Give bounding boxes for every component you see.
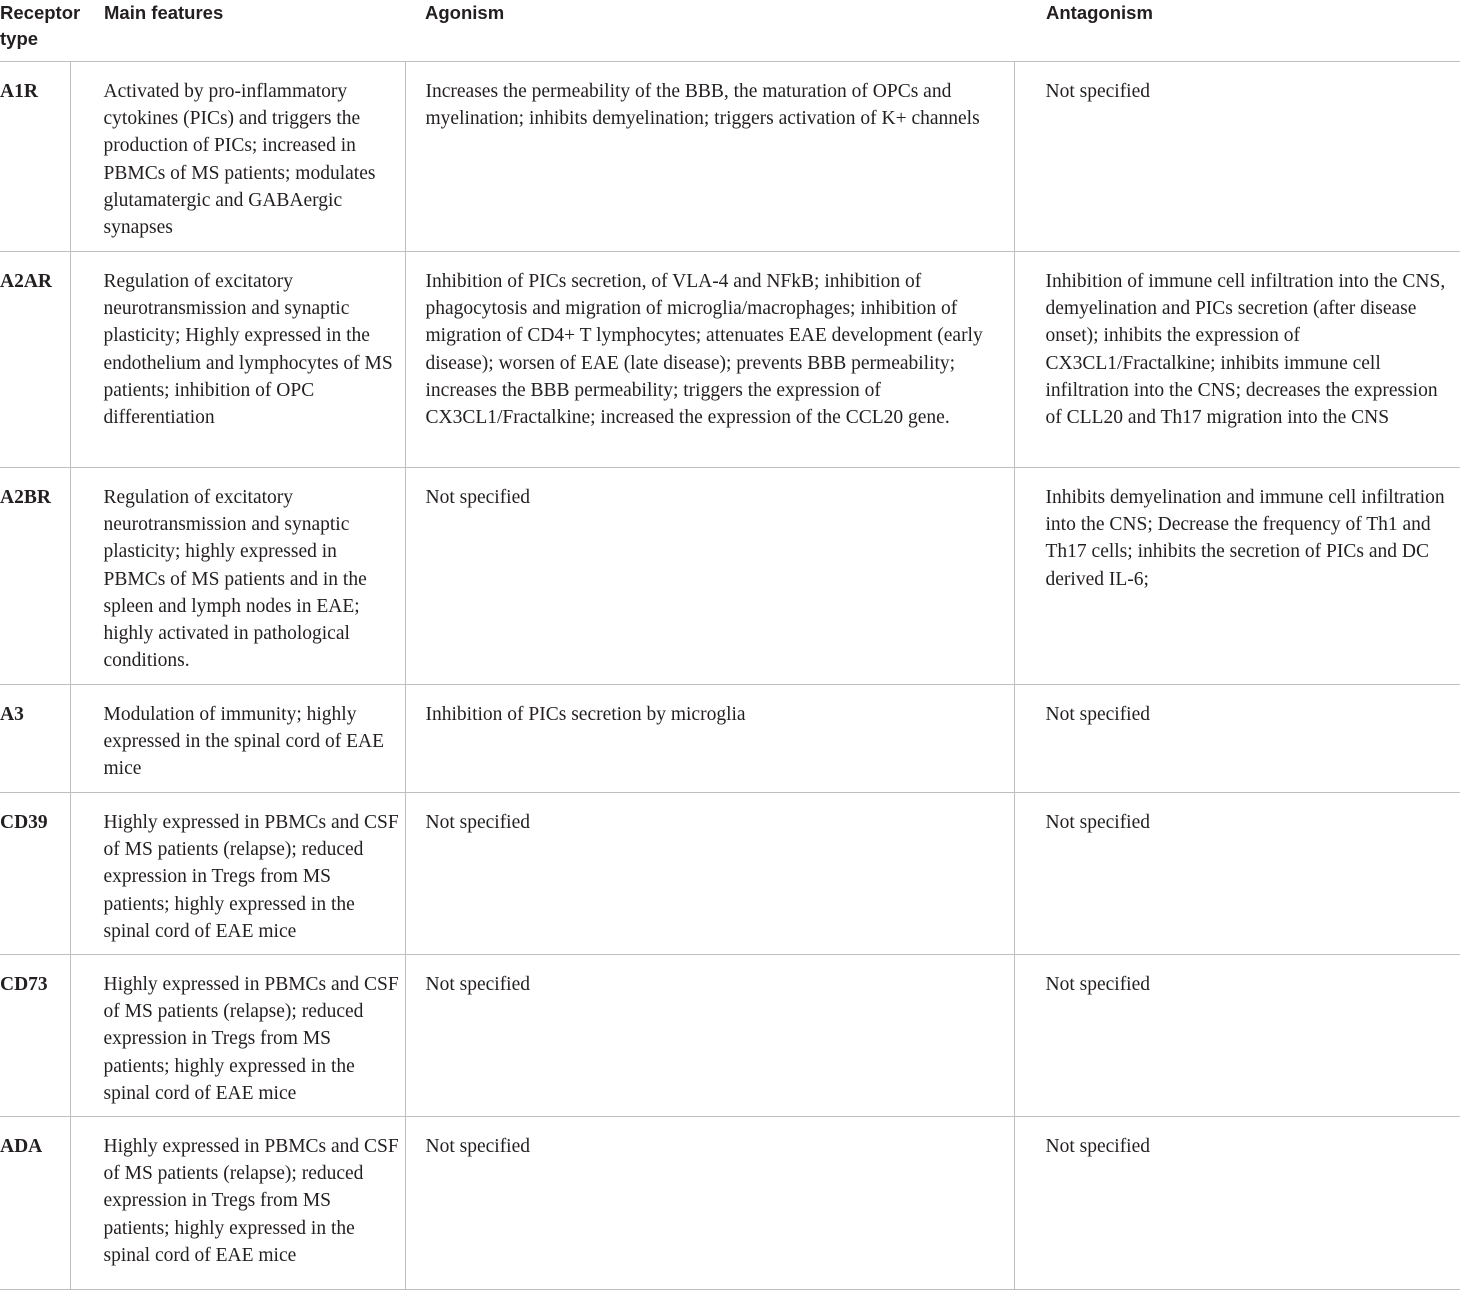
receptor-cell: A2BR [0,468,70,685]
receptor-cell: ADA [0,1117,70,1290]
agonism-cell: Increases the permeability of the BBB, the maturation of OPCs and myelination; inhibits demyelination; triggers activation of K+ channels [405,62,1014,252]
table-row [0,252,1460,468]
table-row [0,955,1460,1117]
antagonism-cell: Inhibition of immune cell infiltration into the CNS, demyelination and PICs secretion (after disease onset); inhibits the expression of CX3CL1/Fractalkine; inhibits immune cell infiltration into the CNS; decreases the expression of CLL20 and Th17 migration into the CNS [1014,252,1460,468]
header-antagonism: Antagonism [1014,0,1460,62]
agonism-cell: Not specified [405,468,1014,685]
receptor-cell: A1R [0,62,70,252]
main-features-cell: Highly expressed in PBMCs and CSF of MS patients (relapse); reduced expression in Tregs from MS patients; highly expressed in the spinal cord of EAE mice [70,1117,405,1290]
receptor-cell: A3 [0,685,70,793]
agonism-cell: Inhibition of PICs secretion by microglia [405,685,1014,793]
header-agonism: Agonism [405,0,1014,62]
antagonism-cell: Not specified [1014,1117,1460,1290]
header-main-features: Main features [70,0,405,62]
main-features-cell: Modulation of immunity; highly expressed in the spinal cord of EAE mice [70,685,405,793]
agonism-cell: Not specified [405,793,1014,955]
table-row [0,1117,1460,1290]
antagonism-cell: Not specified [1014,955,1460,1117]
agonism-cell: Inhibition of PICs secretion, of VLA-4 and NFkB; inhibition of phagocytosis and migration of microglia/macrophages; inhibition of migration of CD4+ T lymphocytes; attenuates EAE development (early disease); worsen of EAE (late disease); prevents BBB permeability; increases the BBB permeability; triggers the expression of CX3CL1/Fractalkine; increased the expression of the CCL20 gene. [405,252,1014,468]
table-row [0,468,1460,685]
main-features-cell: Regulation of excitatory neurotransmission and synaptic plasticity; Highly expressed in the endothelium and lymphocytes of MS patients; inhibition of OPC differentiation [70,252,405,468]
table-row [0,62,1460,252]
main-features-cell: Activated by pro-inflammatory cytokines (PICs) and triggers the production of PICs; increased in PBMCs of MS patients; modulates glutamatergic and GABAergic synapses [70,62,405,252]
table-row [0,793,1460,955]
main-features-cell: Highly expressed in PBMCs and CSF of MS patients (relapse); reduced expression in Tregs from MS patients; highly expressed in the spinal cord of EAE mice [70,955,405,1117]
main-features-cell: Regulation of excitatory neurotransmission and synaptic plasticity; highly expressed in PBMCs of MS patients and in the spleen and lymph nodes in EAE; highly activated in pathological conditions. [70,468,405,685]
agonism-cell: Not specified [405,955,1014,1117]
antagonism-cell: Not specified [1014,685,1460,793]
receptor-cell: A2AR [0,252,70,468]
agonism-cell: Not specified [405,1117,1014,1290]
table-row [0,685,1460,793]
receptor-cell: CD73 [0,955,70,1117]
antagonism-cell: Inhibits demyelination and immune cell infiltration into the CNS; Decrease the frequency of Th1 and Th17 cells; inhibits the secretion of PICs and DC derived IL-6; [1014,468,1460,685]
header-row [0,0,1460,62]
antagonism-cell: Not specified [1014,62,1460,252]
main-features-cell: Highly expressed in PBMCs and CSF of MS patients (relapse); reduced expression in Tregs from MS patients; highly expressed in the spinal cord of EAE mice [70,793,405,955]
antagonism-cell: Not specified [1014,793,1460,955]
receptor-cell: CD39 [0,793,70,955]
header-receptor-type: Receptor type [0,0,70,62]
